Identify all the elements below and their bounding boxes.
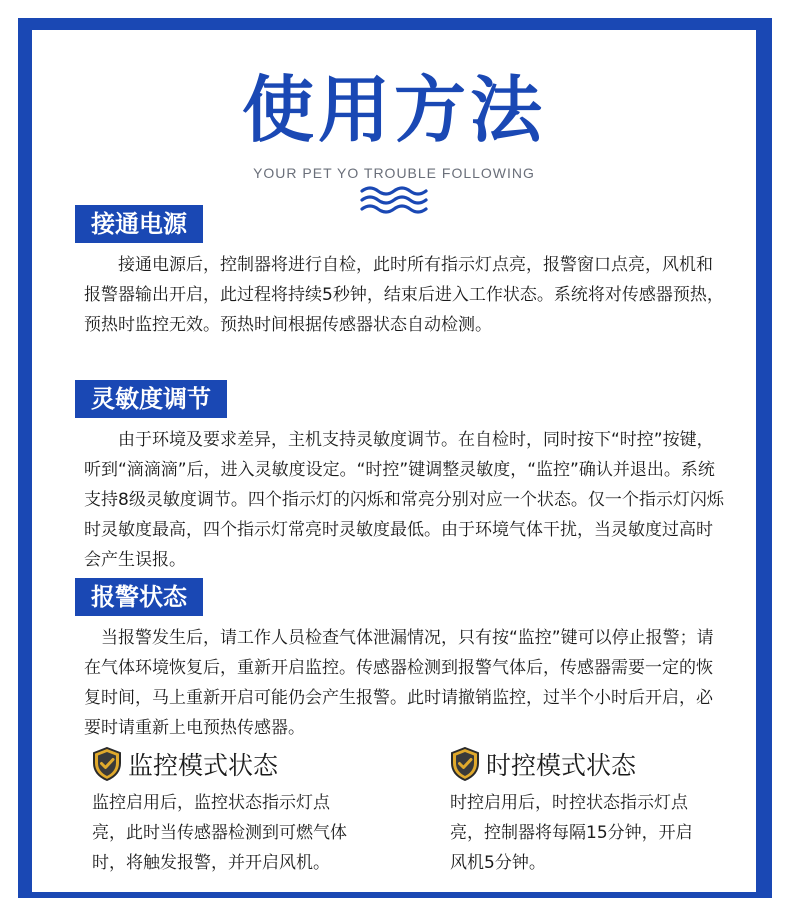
timer-mode-text: 时控启用后，时控状态指示灯点亮，控制器将每隔15分钟，开启风机5分钟。 (450, 793, 693, 873)
timer-mode-header (450, 744, 700, 784)
section-label-power: 接通电源 (75, 205, 203, 243)
monitor-mode-header (92, 744, 362, 784)
shield-check-icon (92, 747, 122, 781)
monitor-mode-text: 监控启用后，监控状态指示灯点亮，此时当传感器检测到可燃气体时，将触发报警，并开启风机。 (92, 793, 347, 873)
shield-check-icon (450, 747, 480, 781)
monitor-mode-title: 监控模式状态 (128, 751, 279, 780)
monitor-mode-block (92, 744, 362, 878)
section-label-alarm: 报警状态 (75, 578, 203, 616)
section-text-alarm: 当报警发生后，请工作人员检查气体泄漏情况，只有按“监控”键可以停止报警；请在气体环境恢复后，重新开启监控。传感器检测到报警气体后，传感器需要一定的恢复时间，马上重新开启可能仍会产生报警。此时请撤销监控，过半个小时后开启，必要时请重新上电预热传感器。 (84, 628, 714, 738)
section-text-sensitivity: 由于环境及要求差异，主机支持灵敏度调节。在自检时，同时按下“时控”按键，听到“滴滴滴”后，进入灵敏度设定。“时控”键调整灵敏度，“监控”确认并退出。系统支持8级灵敏度调节。四个指示灯的闪烁和常亮分别对应一个状态。仅一个指示灯闪烁时灵敏度最高，四个指示灯常亮时灵敏度最低。由于环境气体干扰，当灵敏度过高时会产生误报。 (84, 430, 724, 570)
timer-mode-block (450, 744, 700, 878)
waves-icon (360, 185, 428, 215)
section-text-power: 接通电源后，控制器将进行自检，此时所有指示灯点亮，报警窗口点亮，风机和报警器输出开启，此过程将持续5秒钟，结束后进入工作状态。系统将对传感器预热，预热时监控无效。预热时间根据传感器状态自动检测。 (84, 255, 724, 335)
page-subtitle: YOUR PET YO TROUBLE FOLLOWING (253, 165, 535, 181)
timer-mode-title: 时控模式状态 (486, 751, 637, 780)
page-title: 使用方法 (241, 68, 546, 152)
section-label-sensitivity: 灵敏度调节 (75, 380, 227, 418)
content-sheet (32, 30, 756, 892)
